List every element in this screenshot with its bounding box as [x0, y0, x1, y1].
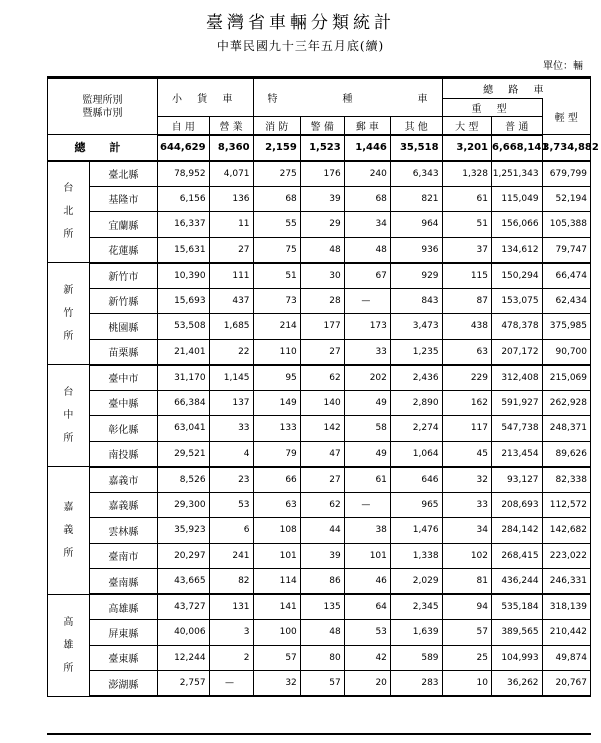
region-label	[48, 467, 90, 595]
table-row	[48, 620, 591, 646]
table-cell: 79,747	[542, 237, 590, 263]
table-row	[48, 594, 591, 620]
table-row	[48, 467, 591, 493]
table-cell: 436,244	[492, 569, 543, 595]
table-cell: 32	[442, 467, 491, 493]
table-cell: 57	[442, 620, 491, 646]
table-cell: 66,474	[542, 263, 590, 289]
table-cell: 241	[209, 543, 253, 569]
table-cell: 49	[344, 441, 390, 467]
table-cell: 202	[344, 365, 390, 391]
table-cell: 68	[253, 186, 300, 212]
table-cell: 16,337	[157, 212, 209, 238]
table-cell: 283	[390, 671, 442, 697]
table-cell: 81	[442, 569, 491, 595]
county-name: 屏東縣	[89, 620, 157, 646]
table-cell: 63	[253, 492, 300, 518]
col-header-other: 其 他	[390, 117, 442, 135]
col-header-large: 大 型	[442, 117, 491, 135]
table-cell: 66,384	[157, 390, 209, 416]
table-row	[48, 492, 591, 518]
table-row	[48, 288, 591, 314]
table-cell: 61	[344, 467, 390, 493]
table-cell: 58	[344, 416, 390, 442]
table-cell: 117	[442, 416, 491, 442]
table-cell: 4,071	[209, 161, 253, 187]
total-cell: 3,734,882	[542, 135, 590, 161]
table-cell: 1,476	[390, 518, 442, 544]
small-truck-header: 小 貨 車	[157, 79, 253, 117]
table-cell: 437	[209, 288, 253, 314]
table-cell: 246,331	[542, 569, 590, 595]
table-cell: 153,075	[492, 288, 543, 314]
table-cell: 32	[253, 671, 300, 697]
table-cell: 53	[344, 620, 390, 646]
table-cell: 63,041	[157, 416, 209, 442]
table-cell: 176	[300, 161, 344, 187]
table-cell: 33	[442, 492, 491, 518]
special-vehicle-header-3: 車	[417, 94, 428, 105]
table-cell: 6,343	[390, 161, 442, 187]
table-cell: 208,693	[492, 492, 543, 518]
county-name: 基隆市	[89, 186, 157, 212]
table-cell: 268,415	[492, 543, 543, 569]
table-cell: 262,928	[542, 390, 590, 416]
table-cell: 100	[253, 620, 300, 646]
table-cell: 936	[390, 237, 442, 263]
table-cell: 110	[253, 339, 300, 365]
table-cell: 646	[390, 467, 442, 493]
county-name: 高雄縣	[89, 594, 157, 620]
table-cell: 964	[390, 212, 442, 238]
county-name: 臺南市	[89, 543, 157, 569]
road-vehicle-header: 總 路 車	[442, 79, 590, 99]
table-row	[48, 263, 591, 289]
total-label: 總 計	[48, 135, 158, 161]
table-cell: 210,442	[542, 620, 590, 646]
table-row	[48, 671, 591, 697]
table-cell: 2,345	[390, 594, 442, 620]
region-name: 台中所	[63, 387, 74, 444]
table-cell: 214	[253, 314, 300, 340]
table-cell: 25	[442, 645, 491, 671]
heavy-type-header: 重 型	[442, 99, 542, 117]
table-cell: 51	[253, 263, 300, 289]
county-name: 臺北縣	[89, 161, 157, 187]
table-cell: 137	[209, 390, 253, 416]
table-cell: 275	[253, 161, 300, 187]
table-cell: 66	[253, 467, 300, 493]
table-cell: 1,251,343	[492, 161, 543, 187]
table-cell: 23	[209, 467, 253, 493]
table-cell: 34	[344, 212, 390, 238]
table-cell: 75	[253, 237, 300, 263]
table-cell: 43,665	[157, 569, 209, 595]
table-cell: 929	[390, 263, 442, 289]
table-cell: 40,006	[157, 620, 209, 646]
col-header-police: 警 備	[300, 117, 344, 135]
table-cell: 2,436	[390, 365, 442, 391]
table-cell: 47	[300, 441, 344, 467]
table-cell: 33	[209, 416, 253, 442]
table-cell: 3	[209, 620, 253, 646]
bottom-rule	[47, 733, 591, 735]
county-name: 苗栗縣	[89, 339, 157, 365]
table-cell: 20,297	[157, 543, 209, 569]
table-cell: 438	[442, 314, 491, 340]
table-cell: 105,388	[542, 212, 590, 238]
table-cell: 57	[300, 671, 344, 697]
table-cell: 115	[442, 263, 491, 289]
table-cell: 213,454	[492, 441, 543, 467]
corner-header-bottom: 暨縣市別	[82, 107, 123, 119]
table-cell: 62	[300, 492, 344, 518]
table-cell: 2,757	[157, 671, 209, 697]
county-name: 雲林縣	[89, 518, 157, 544]
table-cell: 589	[390, 645, 442, 671]
table-cell: 43,727	[157, 594, 209, 620]
table-cell: 29	[300, 212, 344, 238]
table-cell: 15,693	[157, 288, 209, 314]
table-cell: 6	[209, 518, 253, 544]
region-label	[48, 161, 90, 263]
total-cell: 1,523	[300, 135, 344, 161]
col-header-private: 自 用	[157, 117, 209, 135]
table-cell: 284,142	[492, 518, 543, 544]
page-title: 臺灣省車輛分類統計	[206, 13, 395, 33]
table-cell: 248,371	[542, 416, 590, 442]
table-cell: 20,767	[542, 671, 590, 697]
table-row	[48, 569, 591, 595]
table-cell: 49	[344, 390, 390, 416]
table-cell: 53,508	[157, 314, 209, 340]
table-cell: 28	[300, 288, 344, 314]
table-cell: 6,156	[157, 186, 209, 212]
table-cell: 95	[253, 365, 300, 391]
table-cell: 101	[344, 543, 390, 569]
table-cell: 1,685	[209, 314, 253, 340]
region-name: 台北所	[63, 183, 74, 241]
table-cell: 63	[442, 339, 491, 365]
table-cell: 965	[390, 492, 442, 518]
table-cell: 27	[300, 467, 344, 493]
table-cell: 240	[344, 161, 390, 187]
table-cell: 79	[253, 441, 300, 467]
county-name: 臺東縣	[89, 645, 157, 671]
table-cell: 31,170	[157, 365, 209, 391]
table-cell: 229	[442, 365, 491, 391]
table-cell: 375,985	[542, 314, 590, 340]
table-cell: 108	[253, 518, 300, 544]
table-row	[48, 518, 591, 544]
statistics-table	[47, 78, 599, 697]
table-cell: 2,890	[390, 390, 442, 416]
county-name: 澎湖縣	[89, 671, 157, 697]
table-cell: 89,626	[542, 441, 590, 467]
table-cell: 547,738	[492, 416, 543, 442]
table-cell: 93,127	[492, 467, 543, 493]
total-row	[48, 135, 591, 161]
total-cell: 1,446	[344, 135, 390, 161]
table-cell: 55	[253, 212, 300, 238]
table-cell: 162	[442, 390, 491, 416]
table-cell: 140	[300, 390, 344, 416]
total-cell: 8,360	[209, 135, 253, 161]
table-cell: 78,952	[157, 161, 209, 187]
table-cell: 53	[209, 492, 253, 518]
special-vehicle-header-1: 特	[267, 94, 278, 105]
county-name: 嘉義縣	[89, 492, 157, 518]
table-cell: 12,244	[157, 645, 209, 671]
county-name: 嘉義市	[89, 467, 157, 493]
table-cell: 135	[300, 594, 344, 620]
table-cell: 591,927	[492, 390, 543, 416]
table-cell: 149	[253, 390, 300, 416]
table-cell: 4	[209, 441, 253, 467]
table-row	[48, 543, 591, 569]
county-name: 新竹市	[89, 263, 157, 289]
table-cell: 101	[253, 543, 300, 569]
col-header-postal: 郵 車	[344, 117, 390, 135]
table-cell: 142,682	[542, 518, 590, 544]
table-cell: 39	[300, 543, 344, 569]
region-name: 高雄所	[63, 616, 74, 674]
total-cell: 35,518	[390, 135, 442, 161]
table-cell: 10	[442, 671, 491, 697]
table-cell: 34	[442, 518, 491, 544]
table-row	[48, 314, 591, 340]
table-cell: 114	[253, 569, 300, 595]
table-row	[48, 365, 591, 391]
table-cell: 111	[209, 263, 253, 289]
table-cell: 142	[300, 416, 344, 442]
table-cell: 35,923	[157, 518, 209, 544]
table-cell: 2,274	[390, 416, 442, 442]
table-cell: 36,262	[492, 671, 543, 697]
table-row	[48, 186, 591, 212]
table-row	[48, 645, 591, 671]
table-cell: 44	[300, 518, 344, 544]
table-cell: 679,799	[542, 161, 590, 187]
table-cell: 67	[344, 263, 390, 289]
table-cell: 62	[300, 365, 344, 391]
table-cell: 45	[442, 441, 491, 467]
region-label	[48, 594, 90, 696]
table-cell: 48	[300, 237, 344, 263]
region-label	[48, 365, 90, 467]
special-vehicle-header-2: 種	[342, 94, 353, 105]
table-cell: 1,145	[209, 365, 253, 391]
table-cell: 136	[209, 186, 253, 212]
table-cell: 62,434	[542, 288, 590, 314]
table-cell: 207,172	[492, 339, 543, 365]
table-cell: 30	[300, 263, 344, 289]
page-subtitle: 中華民國九十三年五月底(續)	[216, 39, 385, 53]
county-name: 桃園縣	[89, 314, 157, 340]
table-cell: 2,029	[390, 569, 442, 595]
table-cell: 64	[344, 594, 390, 620]
table-cell: 102	[442, 543, 491, 569]
region-name: 新竹所	[63, 285, 74, 342]
table-cell: 15,631	[157, 237, 209, 263]
county-name: 宜蘭縣	[89, 212, 157, 238]
table-cell: 11	[209, 212, 253, 238]
table-cell: 94	[442, 594, 491, 620]
table-cell: 29,300	[157, 492, 209, 518]
table-cell: 312,408	[492, 365, 543, 391]
table-cell: 61	[442, 186, 491, 212]
table-cell: 1,639	[390, 620, 442, 646]
table-cell: 42	[344, 645, 390, 671]
table-cell: 1,338	[390, 543, 442, 569]
table-cell: 156,066	[492, 212, 543, 238]
region-label	[48, 263, 90, 365]
county-name: 新竹縣	[89, 288, 157, 314]
table-cell: 112,572	[542, 492, 590, 518]
table-cell: 68	[344, 186, 390, 212]
table-cell: 115,049	[492, 186, 543, 212]
table-cell: —	[209, 671, 253, 697]
table-cell: 131	[209, 594, 253, 620]
table-row	[48, 339, 591, 365]
table-cell: 82,338	[542, 467, 590, 493]
table-cell: 80	[300, 645, 344, 671]
total-cell: 2,159	[253, 135, 300, 161]
table-cell: 48	[344, 237, 390, 263]
region-name: 嘉義所	[63, 501, 74, 559]
special-vehicle-header	[253, 79, 442, 117]
table-cell: 843	[390, 288, 442, 314]
table-cell: 8,526	[157, 467, 209, 493]
table-cell: 82	[209, 569, 253, 595]
table-cell: 21,401	[157, 339, 209, 365]
table-row	[48, 237, 591, 263]
table-cell: 1,328	[442, 161, 491, 187]
table-cell: 52,194	[542, 186, 590, 212]
corner-header	[48, 79, 158, 135]
table-cell: 177	[300, 314, 344, 340]
total-cell: 3,201	[442, 135, 491, 161]
table-cell: 173	[344, 314, 390, 340]
table-cell: 223,022	[542, 543, 590, 569]
table-cell: 29,521	[157, 441, 209, 467]
table-row	[48, 441, 591, 467]
table-row	[48, 390, 591, 416]
table-cell: 215,069	[542, 365, 590, 391]
county-name: 花蓮縣	[89, 237, 157, 263]
table-cell: 389,565	[492, 620, 543, 646]
table-cell: 27	[209, 237, 253, 263]
light-type-header: 輕 型	[542, 99, 590, 135]
county-name: 南投縣	[89, 441, 157, 467]
table-cell: 22	[209, 339, 253, 365]
table-cell: 90,700	[542, 339, 590, 365]
table-cell: 86	[300, 569, 344, 595]
table-cell: 48	[300, 620, 344, 646]
table-cell: 51	[442, 212, 491, 238]
table-cell: 39	[300, 186, 344, 212]
table-cell: 133	[253, 416, 300, 442]
table-cell: 150,294	[492, 263, 543, 289]
table-cell: 1,064	[390, 441, 442, 467]
table-cell: 478,378	[492, 314, 543, 340]
table-cell: 535,184	[492, 594, 543, 620]
table-cell: 3,473	[390, 314, 442, 340]
table-row	[48, 212, 591, 238]
county-name: 臺南縣	[89, 569, 157, 595]
col-header-fire: 消 防	[253, 117, 300, 135]
table-cell: 38	[344, 518, 390, 544]
table-cell: 104,993	[492, 645, 543, 671]
table-cell: 821	[390, 186, 442, 212]
table-cell: 33	[344, 339, 390, 365]
corner-header-top: 監理所別	[82, 94, 123, 106]
county-name: 臺中市	[89, 365, 157, 391]
table-cell: 10,390	[157, 263, 209, 289]
table-cell: 2	[209, 645, 253, 671]
table-cell: 27	[300, 339, 344, 365]
table-cell: 318,139	[542, 594, 590, 620]
table-cell: 46	[344, 569, 390, 595]
table-cell: 73	[253, 288, 300, 314]
total-cell: 644,629	[157, 135, 209, 161]
table-cell: 20	[344, 671, 390, 697]
unit-label: 單位：輛	[543, 61, 583, 72]
table-cell: 49,874	[542, 645, 590, 671]
table-row	[48, 416, 591, 442]
table-cell: —	[344, 288, 390, 314]
col-header-ordinary: 普 通	[492, 117, 543, 135]
table-cell: 141	[253, 594, 300, 620]
table-cell: 37	[442, 237, 491, 263]
table-cell: 87	[442, 288, 491, 314]
table-row	[48, 161, 591, 187]
table-cell: 1,235	[390, 339, 442, 365]
county-name: 臺中縣	[89, 390, 157, 416]
col-header-commercial: 營 業	[209, 117, 253, 135]
county-name: 彰化縣	[89, 416, 157, 442]
table-cell: 57	[253, 645, 300, 671]
table-cell: —	[344, 492, 390, 518]
table-cell: 134,612	[492, 237, 543, 263]
total-cell: 6,668,141	[492, 135, 543, 161]
